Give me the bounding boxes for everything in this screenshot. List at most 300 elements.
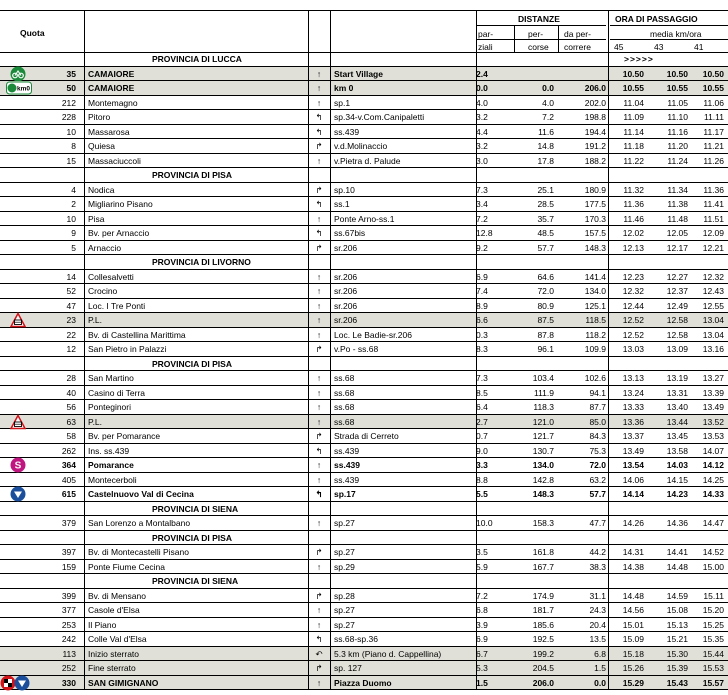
time-45-cell: 11.18 <box>623 141 644 151</box>
column-separator <box>84 647 85 661</box>
timetable-row <box>0 183 728 198</box>
column-separator <box>330 531 331 545</box>
column-separator <box>476 197 477 211</box>
parziali-header-1: par- <box>478 29 494 39</box>
remaining-distance-cell: 180.9 <box>584 184 606 195</box>
time-45-cell: 13.36 <box>622 416 644 427</box>
time-41-cell: 15.20 <box>702 605 724 615</box>
column-separator <box>476 502 477 516</box>
road-note-cell: sp.10 <box>334 184 355 195</box>
column-separator <box>608 67 609 81</box>
location-cell: Pomarance <box>88 460 134 470</box>
column-separator <box>84 10 85 52</box>
column-separator <box>476 110 477 124</box>
remaining-distance-cell: 87.7 <box>589 402 606 412</box>
column-separator <box>608 502 609 516</box>
column-separator <box>308 212 309 226</box>
location-cell: Montemagno <box>88 97 138 108</box>
column-separator <box>608 589 609 603</box>
column-separator <box>330 241 331 255</box>
covered-distance-cell: 87.5 <box>537 315 554 325</box>
time-43-cell: 13.44 <box>666 416 688 427</box>
covered-distance-cell: 14.8 <box>537 141 554 151</box>
time-41-cell: 12.43 <box>702 286 724 296</box>
column-separator <box>330 415 331 429</box>
column-separator <box>84 574 85 588</box>
timetable-row <box>0 154 728 169</box>
column-separator <box>476 168 477 182</box>
column-separator <box>330 67 331 81</box>
time-41-cell: 15.44 <box>702 648 724 659</box>
time-41-cell: 11.26 <box>703 155 724 166</box>
column-separator <box>308 589 309 603</box>
column-separator <box>308 545 309 559</box>
time-41-cell: 14.47 <box>702 518 724 528</box>
column-separator <box>330 444 331 458</box>
remaining-distance-cell: 125.1 <box>584 300 606 311</box>
column-separator <box>84 284 85 298</box>
column-separator <box>476 386 477 400</box>
direction-arrow: ↱ <box>315 141 323 151</box>
column-separator <box>330 328 331 342</box>
column-separator <box>330 81 331 95</box>
column-separator <box>608 603 609 617</box>
location-cell: Fine sterrato <box>88 663 136 673</box>
time-45-cell: 15.18 <box>622 648 644 659</box>
altitude-cell: 35 <box>66 68 76 79</box>
time-43-cell: 13.45 <box>666 431 688 441</box>
altitude-cell: 242 <box>61 634 76 644</box>
road-note-cell: Piazza Duomo <box>334 677 392 688</box>
road-note-cell: ss.68 <box>334 373 355 383</box>
time-43-cell: 12.58 <box>666 315 688 325</box>
province-header-row <box>0 357 728 372</box>
altitude-cell: 330 <box>61 677 76 688</box>
time-41-cell: 13.04 <box>702 329 724 340</box>
time-43-cell: 14.15 <box>666 474 688 485</box>
column-separator <box>308 197 309 211</box>
column-separator <box>608 415 609 429</box>
partial-distance-cell: 8.3 <box>476 344 488 354</box>
time-41-cell: 11.06 <box>703 97 724 108</box>
column-separator <box>476 125 477 139</box>
time-41-cell: 14.52 <box>702 547 724 557</box>
column-separator <box>308 676 309 690</box>
column-separator <box>608 212 609 226</box>
time-45-cell: 14.48 <box>622 590 644 601</box>
altitude-cell: 9 <box>71 228 76 238</box>
column-separator <box>330 647 331 661</box>
timetable-row <box>0 487 728 502</box>
column-separator <box>308 371 309 385</box>
timetable-row <box>0 647 728 662</box>
altitude-cell: 12 <box>66 344 76 354</box>
column-separator <box>84 415 85 429</box>
column-separator <box>476 328 477 342</box>
direction-arrow: ↰ <box>315 228 323 238</box>
time-41-cell: 11.36 <box>703 184 724 195</box>
speed-45-header: 45 <box>614 42 624 52</box>
time-45-cell: 12.52 <box>622 315 644 325</box>
column-separator <box>84 560 85 574</box>
remaining-distance-cell: 6.8 <box>594 648 606 659</box>
partial-distance-cell: 7.3 <box>476 184 488 195</box>
column-separator <box>84 444 85 458</box>
time-45-cell: 10.55 <box>622 83 644 93</box>
column-separator <box>608 52 609 66</box>
time-45-cell: 13.37 <box>622 431 644 441</box>
column-separator <box>84 168 85 182</box>
column-separator <box>476 415 477 429</box>
province-header-row <box>0 531 728 546</box>
direction-arrow: ↱ <box>315 184 323 195</box>
altitude-cell: 5 <box>71 242 76 253</box>
partial-distance-cell: 4.0 <box>476 97 488 108</box>
time-43-cell: 10.50 <box>666 68 688 79</box>
column-separator <box>308 154 309 168</box>
timetable-row <box>0 632 728 647</box>
column-separator <box>476 516 477 530</box>
column-separator <box>84 545 85 559</box>
time-43-cell: 14.41 <box>666 547 688 557</box>
partial-distance-cell: 1.5 <box>476 677 488 688</box>
time-43-cell: 12.49 <box>666 300 688 311</box>
time-43-cell: 13.40 <box>666 402 688 412</box>
remaining-distance-cell: 170.3 <box>584 213 606 224</box>
column-separator <box>308 299 309 313</box>
remaining-distance-cell: 31.1 <box>589 590 606 601</box>
column-separator <box>608 647 609 661</box>
direction-arrow: ↱ <box>315 590 323 601</box>
percorse-header-2: corse <box>528 42 549 52</box>
timetable-row <box>0 400 728 415</box>
covered-distance-cell: 80.9 <box>537 300 554 311</box>
column-separator <box>308 386 309 400</box>
time-45-cell: 11.36 <box>623 199 644 209</box>
time-45-cell: 14.56 <box>622 605 644 615</box>
timetable-row <box>0 603 728 618</box>
column-separator <box>476 183 477 197</box>
covered-distance-cell: 148.3 <box>532 489 554 499</box>
column-separator <box>308 473 309 487</box>
province-name: PROVINCIA DI SIENA <box>152 503 239 514</box>
covered-distance-cell: 25.1 <box>537 184 554 195</box>
column-separator <box>330 502 331 516</box>
column-separator <box>84 255 85 269</box>
direction-arrow: ↑ <box>316 619 322 630</box>
partial-distance-cell: 7.2 <box>476 213 488 224</box>
province-header-row <box>0 502 728 517</box>
column-separator <box>84 81 85 95</box>
time-41-cell: 13.39 <box>702 387 724 398</box>
column-separator <box>476 444 477 458</box>
column-separator <box>308 342 309 356</box>
partial-distance-cell: 6.9 <box>476 271 488 282</box>
column-separator <box>476 81 477 95</box>
road-note-cell: ss.68 <box>334 416 355 427</box>
location-cell: P.L. <box>88 416 103 427</box>
time-43-cell: 11.10 <box>667 112 688 122</box>
time-41-cell: 14.25 <box>702 474 724 485</box>
timetable-row <box>0 458 728 473</box>
column-separator <box>330 560 331 574</box>
column-separator <box>608 574 609 588</box>
time-43-cell: 12.37 <box>666 286 688 296</box>
altitude-cell: 28 <box>66 373 76 383</box>
column-separator <box>476 270 477 284</box>
time-41-cell: 11.41 <box>703 199 724 209</box>
column-separator <box>476 371 477 385</box>
column-separator <box>84 676 85 690</box>
column-separator <box>608 154 609 168</box>
covered-distance-cell: 142.8 <box>532 474 554 485</box>
time-45-cell: 14.26 <box>622 518 644 528</box>
time-45-cell: 14.06 <box>622 474 644 485</box>
quota-header: Quota <box>20 28 45 38</box>
direction-arrow: ↑ <box>316 605 322 615</box>
svg-text:km0: km0 <box>16 85 31 93</box>
altitude-cell: 113 <box>62 648 76 659</box>
column-separator <box>476 226 477 240</box>
column-separator <box>608 139 609 153</box>
column-separator <box>308 125 309 139</box>
time-41-cell: 13.16 <box>702 344 724 354</box>
time-41-cell: 14.33 <box>702 489 724 499</box>
time-41-cell: 15.25 <box>702 619 724 630</box>
location-cell: CAMAIORE <box>88 68 135 79</box>
direction-arrow: ↑ <box>316 402 322 412</box>
road-note-cell: sp.27 <box>334 547 355 557</box>
column-separator <box>308 81 309 95</box>
time-43-cell: 13.58 <box>666 445 688 456</box>
location-cell: Bv. di Montecastelli Pisano <box>88 547 189 557</box>
altitude-cell: 22 <box>66 329 76 340</box>
road-note-cell: Strada di Cerreto <box>334 431 399 441</box>
remaining-distance-cell: 0.0 <box>594 677 606 688</box>
partial-distance-cell: 9.0 <box>476 445 488 456</box>
altitude-cell: 52 <box>66 286 76 296</box>
column-separator <box>476 10 477 52</box>
column-separator <box>308 183 309 197</box>
time-43-cell: 15.13 <box>666 619 688 630</box>
province-header-row <box>0 574 728 589</box>
column-separator <box>84 226 85 240</box>
column-separator <box>84 632 85 646</box>
remaining-distance-cell: 157.5 <box>584 228 606 238</box>
partial-distance-cell: 3.9 <box>476 619 488 630</box>
column-separator <box>308 139 309 153</box>
remaining-distance-cell: 102.6 <box>584 373 606 383</box>
direction-arrow: ↑ <box>316 518 322 528</box>
altitude-cell: 159 <box>61 561 76 572</box>
covered-distance-cell: 7.2 <box>542 112 554 122</box>
remaining-distance-cell: 1.5 <box>594 663 606 673</box>
timetable-row <box>0 197 728 212</box>
altitude-cell: 14 <box>66 271 76 282</box>
column-separator <box>608 661 609 675</box>
road-note-cell: sr.206 <box>334 286 358 296</box>
time-41-cell: 15.11 <box>703 590 724 601</box>
road-note-cell: Loc. Le Badie-sr.206 <box>334 329 412 340</box>
partial-distance-cell: 0.0 <box>476 83 488 93</box>
time-41-cell: 15.53 <box>702 663 724 673</box>
location-cell: Quiesa <box>88 141 115 151</box>
column-separator <box>84 603 85 617</box>
covered-distance-cell: 181.7 <box>532 605 554 615</box>
timetable-row <box>0 110 728 125</box>
column-separator <box>608 400 609 414</box>
media-header: media km/ora <box>650 29 702 39</box>
correre-header-2: correre <box>564 42 591 52</box>
column-separator <box>330 371 331 385</box>
time-45-cell: 12.44 <box>622 300 644 311</box>
column-separator <box>308 531 309 545</box>
time-43-cell: 10.55 <box>666 83 688 93</box>
location-cell: Crocino <box>88 286 118 296</box>
column-separator <box>84 386 85 400</box>
remaining-distance-cell: 198.8 <box>584 112 606 122</box>
altitude-cell: 253 <box>61 619 76 630</box>
altitude-cell: 40 <box>66 387 76 398</box>
column-separator <box>84 110 85 124</box>
column-separator <box>514 25 515 52</box>
column-separator <box>608 255 609 269</box>
partial-distance-cell: 6.7 <box>476 648 488 659</box>
partial-distance-cell: 2.7 <box>476 416 488 427</box>
remaining-distance-cell: 75.3 <box>589 445 606 456</box>
time-43-cell: 14.23 <box>666 489 688 499</box>
remaining-distance-cell: 109.9 <box>584 344 606 354</box>
partial-distance-cell: 6.4 <box>476 402 488 412</box>
correre-header-1: da per- <box>564 29 591 39</box>
column-separator <box>608 241 609 255</box>
column-separator <box>476 139 477 153</box>
remaining-distance-cell: 13.5 <box>589 634 606 644</box>
column-separator <box>308 110 309 124</box>
altitude-cell: 212 <box>61 97 76 108</box>
covered-distance-cell: 57.7 <box>537 242 554 253</box>
covered-distance-cell: 103.4 <box>532 373 554 383</box>
road-note-cell: ss.1 <box>334 199 350 209</box>
location-cell: Nodica <box>88 184 115 195</box>
covered-distance-cell: 199.2 <box>532 648 554 659</box>
column-separator <box>308 96 309 110</box>
time-43-cell: 14.48 <box>666 561 688 572</box>
road-note-cell: sp.27 <box>334 605 355 615</box>
header-divider <box>610 39 728 40</box>
column-separator <box>476 400 477 414</box>
column-separator <box>476 560 477 574</box>
column-separator <box>330 139 331 153</box>
road-note-cell: sp. 127 <box>334 663 362 673</box>
time-43-cell: 15.30 <box>666 648 688 659</box>
remaining-distance-cell: 94.1 <box>589 387 606 398</box>
covered-distance-cell: 174.9 <box>532 590 554 601</box>
province-header-row <box>0 255 728 270</box>
province-name: PROVINCIA DI PISA <box>152 532 232 543</box>
column-separator <box>608 473 609 487</box>
direction-arrow: ↱ <box>315 547 323 557</box>
time-43-cell: 13.09 <box>666 344 688 354</box>
covered-distance-cell: 17.8 <box>537 155 554 166</box>
covered-distance-cell: 11.6 <box>538 126 554 137</box>
column-separator <box>308 560 309 574</box>
column-separator <box>608 197 609 211</box>
column-separator <box>330 197 331 211</box>
column-separator <box>330 342 331 356</box>
province-name: PROVINCIA DI LIVORNO <box>152 257 251 267</box>
column-separator <box>84 183 85 197</box>
road-note-cell: sr.206 <box>334 315 358 325</box>
timetable-row <box>0 313 728 328</box>
column-separator <box>330 386 331 400</box>
column-separator <box>476 154 477 168</box>
column-separator <box>330 589 331 603</box>
time-45-cell: 11.09 <box>623 112 644 122</box>
column-separator <box>476 67 477 81</box>
direction-arrow: ↑ <box>316 373 322 383</box>
altitude-cell: 56 <box>66 402 76 412</box>
time-45-cell: 12.02 <box>622 228 644 238</box>
column-separator <box>330 357 331 371</box>
remaining-distance-cell: 177.5 <box>584 199 606 209</box>
direction-marker: >>>>> <box>624 54 654 64</box>
column-separator <box>84 125 85 139</box>
time-43-cell: 11.24 <box>667 155 688 166</box>
column-separator <box>608 357 609 371</box>
column-separator <box>330 661 331 675</box>
column-separator <box>330 52 331 66</box>
column-separator <box>308 67 309 81</box>
column-separator <box>476 618 477 632</box>
column-separator <box>308 458 309 472</box>
time-45-cell: 12.23 <box>622 271 644 282</box>
location-cell: San Pietro in Palazzi <box>88 344 167 354</box>
column-separator <box>330 110 331 124</box>
direction-arrow: ↑ <box>316 68 322 79</box>
time-45-cell: 13.33 <box>622 402 644 412</box>
partial-distance-cell: 3.3 <box>476 460 488 470</box>
column-separator <box>476 647 477 661</box>
column-separator <box>476 676 477 690</box>
altitude-cell: 50 <box>66 83 76 93</box>
percorse-header-1: per- <box>528 29 544 39</box>
column-separator <box>608 284 609 298</box>
location-cell: Bv. per Pomarance <box>88 431 161 441</box>
direction-arrow: ↑ <box>316 213 322 224</box>
time-43-cell: 14.59 <box>666 590 688 601</box>
column-separator <box>308 632 309 646</box>
direction-arrow: ↱ <box>315 242 323 253</box>
time-43-cell: 11.48 <box>667 213 688 224</box>
road-note-cell: sp.27 <box>334 619 355 630</box>
column-separator <box>476 299 477 313</box>
remaining-distance-cell: 47.7 <box>589 518 606 528</box>
timetable-row <box>0 81 728 96</box>
location-cell: CAMAIORE <box>88 83 135 93</box>
location-cell: Massaciuccoli <box>88 155 141 166</box>
column-separator <box>476 212 477 226</box>
altitude-cell: 397 <box>61 547 76 557</box>
column-separator <box>308 502 309 516</box>
column-separator <box>84 270 85 284</box>
time-41-cell: 12.55 <box>702 300 724 311</box>
time-45-cell: 13.13 <box>622 373 644 383</box>
time-45-cell: 10.50 <box>622 68 644 79</box>
altitude-cell: 4 <box>71 184 76 195</box>
road-note-cell: v.Pietra d. Palude <box>334 155 401 166</box>
column-separator <box>476 429 477 443</box>
